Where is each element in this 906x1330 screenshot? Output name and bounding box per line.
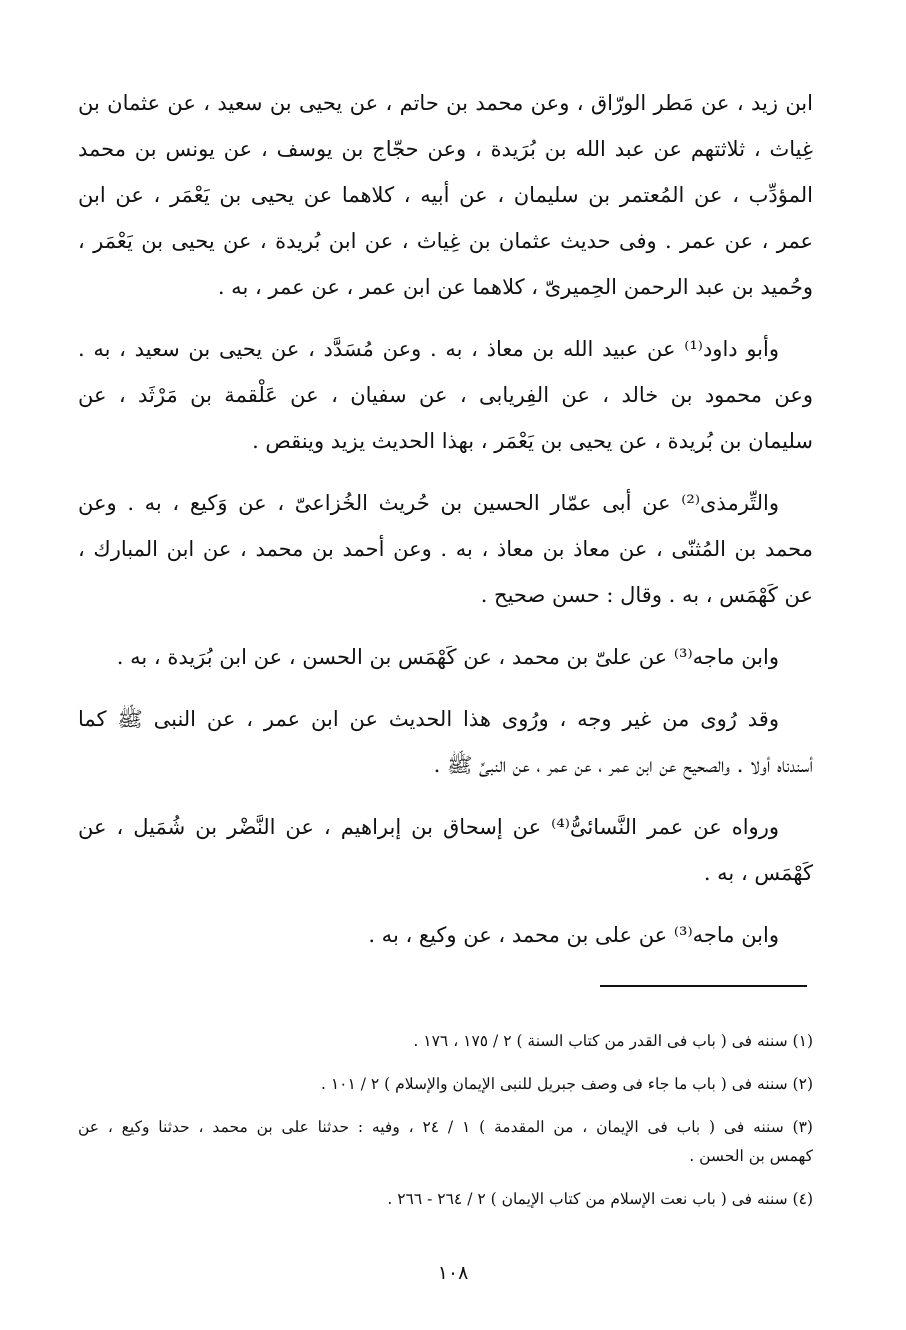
paragraph-1 (78, 80, 813, 310)
paragraph-5 (78, 696, 813, 788)
footnote-separator (600, 985, 807, 987)
text-line: غِياث ، ثلاثتهم عن عبد الله بن بُرَيدة ، وعن حجّاج بن يوسف ، عن يونس بن محمد (78, 137, 813, 161)
text-line: كَهْمَس ، به . (703, 861, 813, 885)
page-number: ١٠٨ (437, 1262, 469, 1284)
footnote-line: (٢) سننه فى ( باب ما جاء فى وصف جبريل للنبى الإيمان والإسلام ) ٢ / ١٠١ . (321, 1075, 813, 1093)
footnote-line: (٣) سننه فى ( باب فى الإيمان ، من المقدمة ) ١ / ٢٤ ، وفيه : حدثنا على بن محمد ، حدثنا وكيع ، عن (78, 1118, 813, 1136)
text-line: أسندناه أولا . والصحيح عن ابن عمر ، عن عمر ، عن النبىِّ ﷺ . (433, 753, 813, 777)
paragraph-2 (78, 326, 813, 464)
text-line: وأبو داود⁽¹⁾ عن عبيد الله بن معاذ ، به . وعن مُسَدَّد ، عن يحيى بن سعيد ، به . (78, 337, 779, 361)
text-line: سليمان بن بُريدة ، عن يحيى بن يَعْمَر ، بهذا الحديث يزيد وينقص . (252, 429, 813, 453)
text-line: محمد بن المُثنّى ، عن معاذ بن معاذ ، به . وعن أحمد بن محمد ، عن ابن المبارك ، (78, 537, 813, 561)
main-text (78, 80, 813, 974)
text-line: عن كَهْمَس ، به . وقال : حسن صحيح . (480, 583, 813, 607)
footnote-line: (٤) سننه فى ( باب نعت الإسلام من كتاب الإيمان ) ٢ / ٢٦٤ - ٢٦٦ . (387, 1190, 813, 1208)
text-line: ورواه عن عمر النَّسائىُّ⁽⁴⁾ عن إسحاق بن إبراهيم ، عن النَّضْر بن شُمَيل ، عن (78, 815, 779, 839)
footnote-2 (78, 1070, 813, 1099)
text-line: عمر ، عن عمر . وفى حديث عثمان بن غِياث ، عن ابن بُريدة ، عن يحيى بن يَعْمَر ، (78, 229, 813, 253)
paragraph-4 (78, 634, 813, 680)
footnote-4 (78, 1185, 813, 1214)
footnote-line: (١) سننه فى ( باب فى القدر من كتاب السنة ) ٢ / ١٧٥ ، ١٧٦ . (413, 1032, 813, 1050)
text-line: ابن زيد ، عن مَطر الورّاق ، وعن محمد بن حاتم ، عن يحيى بن سعيد ، عن عثمان بن (78, 91, 813, 115)
text-line: وعن محمود بن خالد ، عن الفِريابى ، عن سفيان ، عن عَلْقمة بن مَرْثَد ، عن (78, 383, 813, 407)
paragraph-7 (78, 912, 813, 958)
footnotes (78, 1027, 813, 1228)
paragraph-6 (78, 804, 813, 896)
text-line: وحُميد بن عبد الرحمن الحِميرىّ ، كلاهما عن ابن عمر ، عن عمر ، به . (217, 275, 813, 299)
footnote-3 (78, 1113, 813, 1171)
footnote-1 (78, 1027, 813, 1056)
footnote-line: كهمس بن الحسن . (689, 1147, 813, 1165)
text-line: وقد رُوى من غير وجه ، ورُوى هذا الحديث عن ابن عمر ، عن النبى ﷺ كما (78, 707, 779, 731)
text-line: وابن ماجه⁽³⁾ عن على بن محمد ، عن وكيع ، به . (368, 923, 779, 947)
paragraph-3 (78, 480, 813, 618)
text-line: وابن ماجه⁽³⁾ عن علىّ بن محمد ، عن كَهْمَس بن الحسن ، عن ابن بُرَيدة ، به . (116, 645, 779, 669)
text-line: المؤدِّب ، عن المُعتمر بن سليمان ، عن أبيه ، كلاهما عن يحيى بن يَعْمَر ، عن ابن (78, 183, 813, 207)
text-line: والتِّرمذى⁽²⁾ عن أبى عمّار الحسين بن حُريث الخُزاعىّ ، عن وَكيع ، به . وعن (78, 491, 779, 515)
